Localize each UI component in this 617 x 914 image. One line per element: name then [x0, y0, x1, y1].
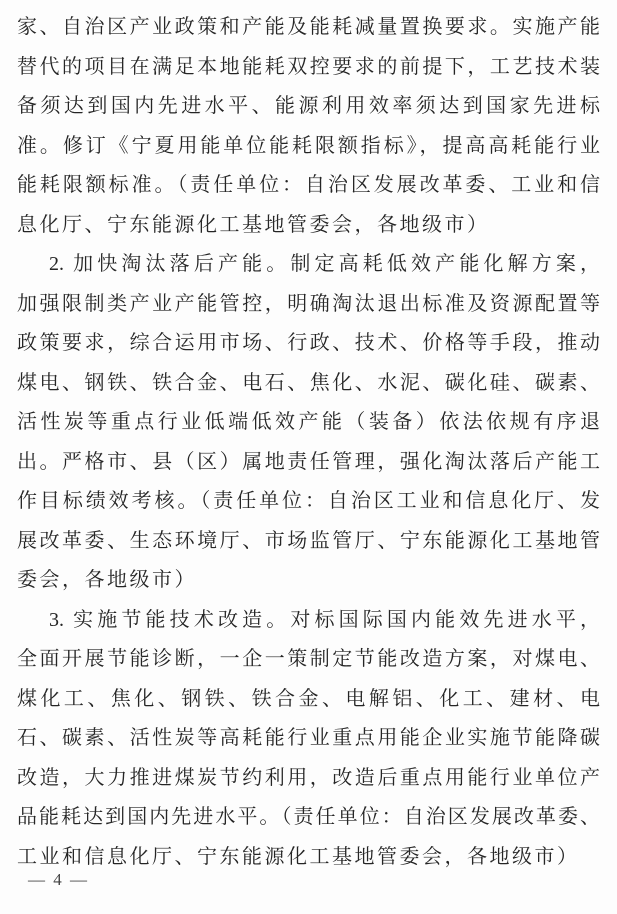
text-line	[17, 403, 600, 443]
text-line	[17, 166, 600, 206]
body-text: 准。修订《宁夏用能单位能耗限额指标》，提高高耗能行业	[17, 134, 600, 157]
responsibility-unit-text: （责任单位：自治区发展改革委、	[281, 806, 600, 828]
text-line	[17, 245, 600, 285]
text-line	[17, 127, 600, 167]
body-text: 品能耗达到国内先进水平。	[17, 806, 282, 828]
body-text: 替代的项目在满足本地能耗双控要求的前提下，工艺技术装	[17, 55, 600, 78]
text-line	[17, 206, 600, 246]
text-line	[17, 48, 600, 88]
text-line	[17, 561, 600, 601]
page-number: — 4 —	[28, 870, 89, 889]
text-line	[17, 482, 600, 522]
body-text: 家、自治区产业政策和产能及能耗减量置换要求。实施产能	[17, 16, 600, 38]
body-text: 2. 加快淘汰落后产能。制定高耗低效产能化解方案，	[49, 253, 600, 275]
body-text: 备须达到国内先进水平、能源利用效率须达到国家先进标	[17, 95, 600, 117]
body-text: 能耗限额标准。	[17, 174, 178, 196]
body-text: 煤化工、焦化、钢铁、铁合金、电解铝、化工、建材、电	[17, 687, 600, 710]
responsibility-unit-text: 工业和信息化厅、宁东能源化工基地管委会，各地级市）	[17, 845, 580, 868]
body-text: 石、碳素、活性炭等高耗能行业重点用能企业实施节能降碳	[17, 727, 600, 749]
responsibility-unit-text: 息化厅、宁东能源化工基地管委会，各地级市）	[17, 213, 490, 236]
text-line	[17, 324, 600, 364]
text-line	[17, 522, 600, 562]
text-line	[17, 798, 600, 838]
responsibility-unit-text: （责任单位：自治区发展改革委、工业和信	[177, 174, 600, 196]
text-line	[17, 87, 600, 127]
text-line	[17, 364, 600, 404]
responsibility-unit-text: （责任单位：自治区工业和信息化厅、发	[200, 490, 600, 512]
text-line	[17, 443, 600, 483]
text-line	[17, 601, 600, 641]
text-line	[17, 285, 600, 325]
body-text: 活性炭等重点行业低端低效产能（装备）依法依规有序退	[17, 411, 600, 433]
body-text: 3. 实施节能技术改造。对标国际国内能效先进水平，	[49, 608, 600, 631]
body-text: 政策要求，综合运用市场、行政、技术、价格等手段，推动	[17, 332, 600, 354]
body-text: 改造，大力推进煤炭节约利用，改造后重点用能行业单位产	[17, 766, 600, 789]
body-text: 加强限制类产业产能管控，明确淘汰退出标准及资源配置等	[17, 292, 600, 315]
text-line	[17, 680, 600, 720]
text-line	[17, 759, 600, 799]
body-text: 出。严格市、县（区）属地责任管理，强化淘汰落后产能工	[17, 450, 600, 473]
text-line	[17, 719, 600, 759]
body-text: 全面开展节能诊断，一企一策制定节能改造方案，对煤电、	[17, 648, 600, 670]
body-text: 作目标绩效考核。	[17, 490, 201, 512]
text-line	[17, 8, 600, 48]
body-text: 煤电、钢铁、铁合金、电石、焦化、水泥、碳化硅、碳素、	[17, 371, 600, 394]
responsibility-unit-text: 展改革委、生态环境厅、市场监管厅、宁东能源化工基地管	[17, 529, 600, 552]
text-line	[17, 640, 600, 680]
text-line	[17, 838, 600, 878]
responsibility-unit-text: 委会，各地级市）	[17, 569, 197, 591]
